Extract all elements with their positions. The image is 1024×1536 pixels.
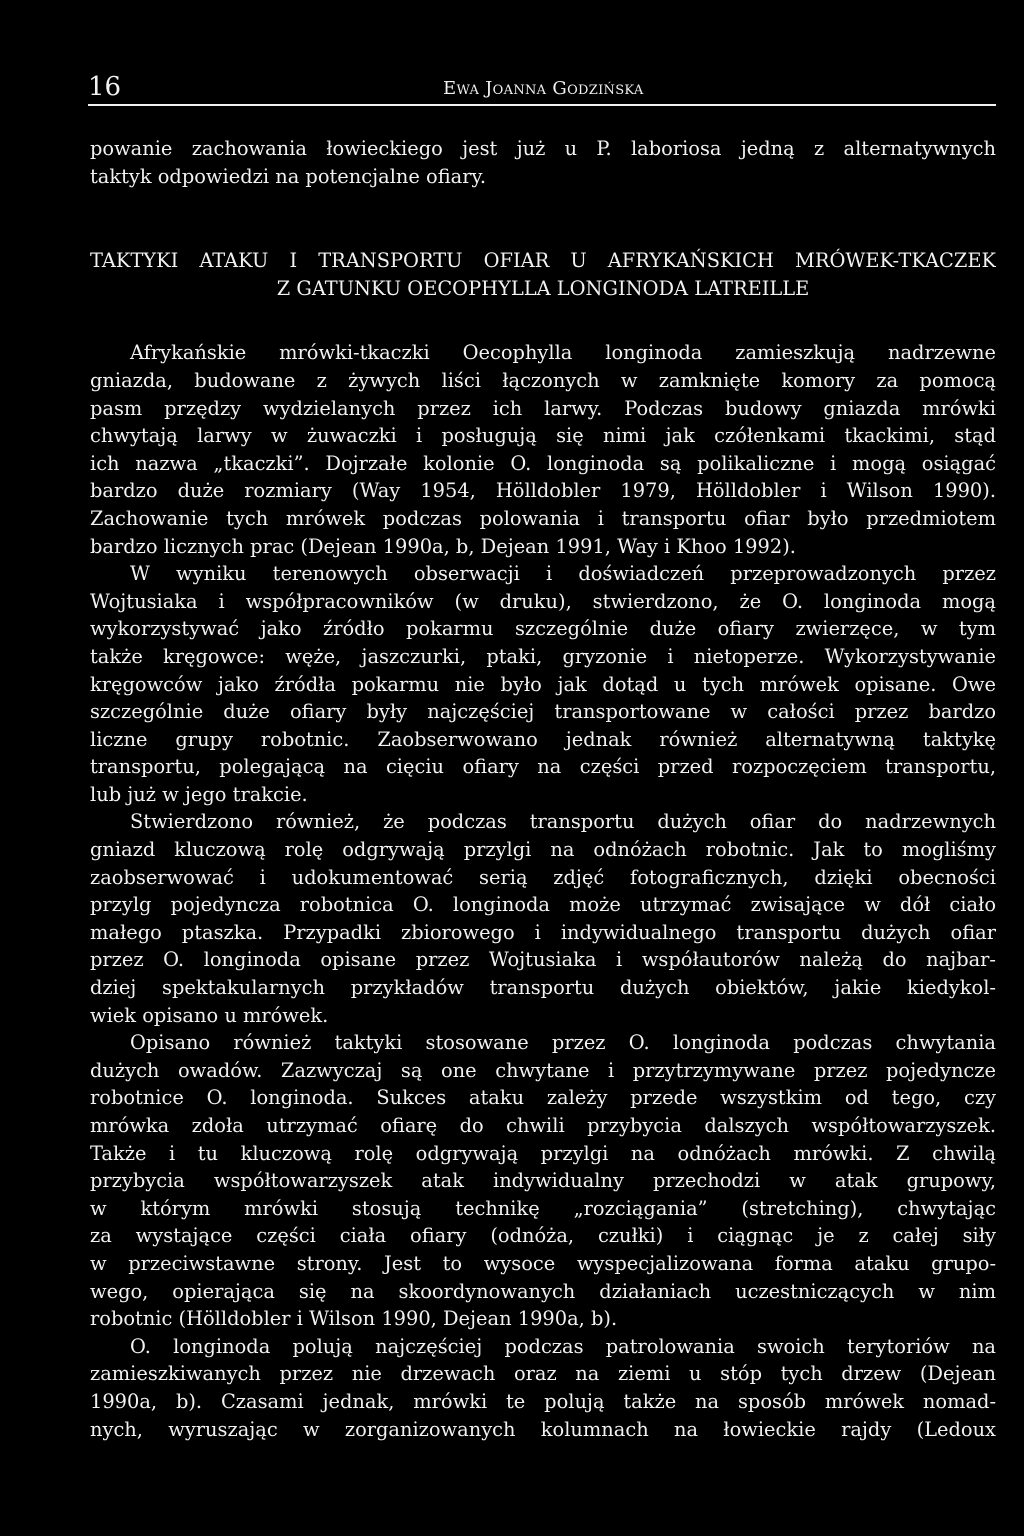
section-gap [90, 302, 996, 339]
text-line: Opisano również taktyki stosowane przez O. longinoda podczas chwytania [130, 1031, 996, 1055]
text-line: szczególnie duże ofiary były najczęściej transportowane w całości przez bardzo [90, 700, 996, 724]
running-head-author: Ewa Joanna Godzińska [443, 78, 644, 99]
text-line: Afrykańskie mrówki-tkaczki Oecophylla longinoda zamieszkują nadrzewne [130, 341, 996, 365]
text-line: w którym mrówki stosują technikę „rozciągania” (stretching), chwytając [90, 1196, 996, 1220]
text-line: gniazd kluczową rolę odgrywają przylgi na odnóżach robotnic. Jak to mogliśmy [90, 838, 996, 862]
text-line: małego ptaszka. Przypadki zbiorowego i indywidualnego transportu dużych ofiar [90, 920, 996, 944]
page-number: 16 [88, 72, 122, 102]
text-line: przylg pojedyncza robotnica O. longinoda może utrzymać zwisające w dół ciało [90, 893, 996, 917]
section-heading-line: TAKTYKI ATAKU I TRANSPORTU OFIAR U AFRYKAŃSKICH MRÓWEK-TKACZEK [90, 249, 996, 273]
text-line: bardzo duże rozmiary (Way 1954, Hölldobler 1979, Hölldobler i Wilson 1990). [90, 479, 996, 503]
text-line: przybycia współtowarzyszek atak indywidualny przechodzi w atak grupowy, [90, 1169, 996, 1193]
text-line: Wojtusiaka i współpracowników (w druku), stwierdzono, że O. longinoda mogą [90, 589, 996, 613]
text-line: kręgowców jako źródła pokarmu nie było jak dotąd u tych mrówek opisane. Owe [90, 672, 996, 696]
text-line: dziej spektakularnych przykładów transportu dużych obiektów, jakie kiedykol- [90, 976, 996, 1000]
text-line: robotnice O. longinoda. Sukces ataku zależy przede wszystkim od tego, czy [90, 1086, 996, 1110]
text-line: nych, wyruszając w zorganizowanych kolumnach na łowieckie rajdy (Ledoux [90, 1417, 996, 1441]
header-rule [88, 104, 996, 106]
text-line: liczne grupy robotnic. Zaobserwowano jednak również alternatywną taktykę [90, 727, 996, 751]
section-heading-line: Z GATUNKU OECOPHYLLA LONGINODA LATREILLE [276, 276, 810, 300]
page-header [88, 70, 996, 104]
text-line: za wystające części ciała ofiary (odnóża, czułki) i ciągnąc je z całej siły [90, 1224, 996, 1248]
text-line: bardzo licznych prac (Dejean 1990a, b, Dejean 1991, Way i Khoo 1992). [90, 534, 796, 558]
text-line: O. longinoda polują najczęściej podczas patrolowania swoich terytoriów na [130, 1334, 996, 1358]
section-gap [90, 190, 996, 247]
text-line: robotnic (Hölldobler i Wilson 1990, Dejean 1990a, b). [90, 1307, 618, 1331]
text-line: wiek opisano u mrówek. [90, 1003, 329, 1027]
text-line: dużych owadów. Zazwyczaj są one chwytane i przytrzymywane przez pojedyncze [90, 1058, 996, 1082]
text-line: wego, opierająca się na skoordynowanych działaniach uczestniczących w nim [90, 1279, 996, 1303]
text-line: zamieszkiwanych przez nie drzewach oraz na ziemi u stóp tych drzew (Dejean [90, 1362, 996, 1386]
text-line: w przeciwstawne strony. Jest to wysoce wyspecjalizowana forma ataku grupo- [90, 1251, 996, 1275]
text-line: chwytają larwy w żuwaczki i posługują się nimi jak czółenkami tkackimi, stąd [90, 424, 996, 448]
text-line: ich nazwa „tkaczki”. Dojrzałe kolonie O. longinoda są polikaliczne i mogą osiągać [90, 451, 996, 475]
text-line: taktyk odpowiedzi na potencjalne ofiary. [90, 164, 487, 188]
text-line: przez O. longinoda opisane przez Wojtusiaka i współautorów należą do najbar- [90, 948, 996, 972]
text-line: Stwierdzono również, że podczas transportu dużych ofiar do nadrzewnych [130, 810, 996, 834]
text-line: mrówka zdoła utrzymać ofiarę do chwili przybycia dalszych współtowarzyszek. [90, 1114, 996, 1137]
text-line: pasm przędzy wydzielanych przez ich larwy. Podczas budowy gniazda mrówki [90, 396, 996, 420]
text-line: W wyniku terenowych obserwacji i doświadczeń przeprowadzonych przez [130, 562, 996, 586]
text-line: lub już w jego trakcie. [90, 782, 308, 806]
text-line: wykorzystywać jako źródło pokarmu szczególnie duże ofiary zwierzęce, w tym [90, 617, 996, 641]
body-text [90, 135, 996, 1443]
text-line: 1990a, b). Czasami jednak, mrówki te polują także na sposób mrówek nomad- [90, 1389, 996, 1413]
text-line: zaobserwować i udokumentować serią zdjęć fotograficznych, dzięki obecności [90, 865, 996, 889]
text-line: gniazda, budowane z żywych liści łączonych w zamknięte komory za pomocą [90, 368, 996, 392]
text-line: Także i tu kluczową rolę odgrywają przylgi na odnóżach mrówki. Z chwilą [90, 1141, 996, 1165]
text-line: powanie zachowania łowieckiego jest już u P. laboriosa jedną z alternatywnych [90, 137, 996, 160]
text-line: Zachowanie tych mrówek podczas polowania i transportu ofiar było przedmiotem [90, 506, 996, 530]
text-line: także kręgowce: węże, jaszczurki, ptaki, gryzonie i nietoperze. Wykorzystywanie [90, 644, 996, 668]
text-line: transportu, polegającą na cięciu ofiary na części przed rozpoczęciem transportu, [90, 755, 996, 779]
